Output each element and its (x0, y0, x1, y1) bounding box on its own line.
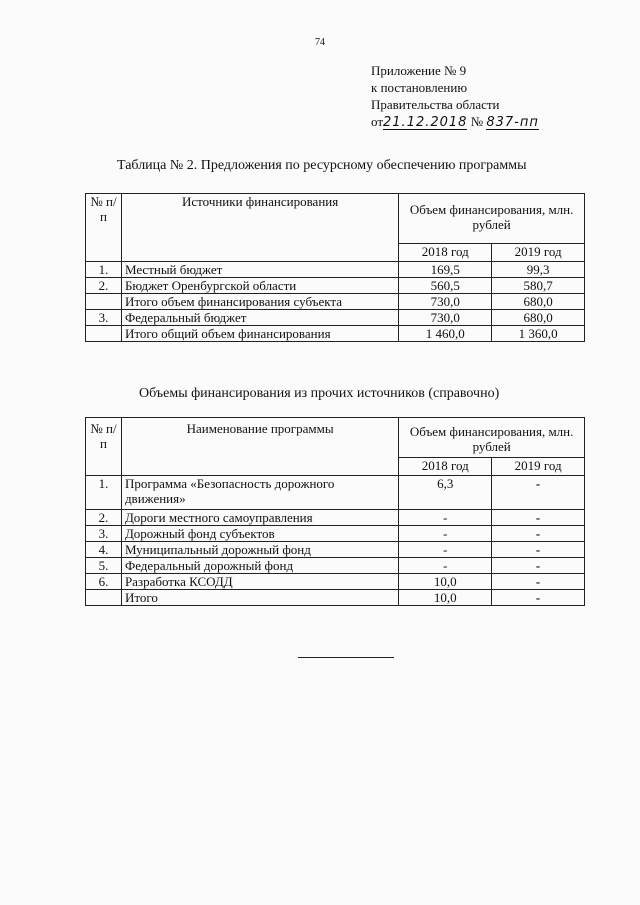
row-name: Программа «Безопасность дорожного движения» (121, 476, 398, 510)
table-row (86, 326, 585, 342)
row-num: 6. (86, 574, 122, 590)
handwritten-date: 21.12.2018 (383, 115, 468, 130)
row-2019: - (492, 526, 585, 542)
row-name: Итого (121, 590, 398, 606)
header-num: № п/п (86, 194, 122, 262)
row-2019: - (492, 574, 585, 590)
other-sources-table (85, 417, 585, 606)
row-name: Итого объем финансирования субъекта (121, 294, 398, 310)
table1-title: Таблица № 2. Предложения по ресурсному обеспечению программы (117, 158, 527, 173)
row-2018: - (399, 510, 492, 526)
row-2019: - (492, 558, 585, 574)
row-2018: 10,0 (399, 590, 492, 606)
row-num (86, 326, 122, 342)
table2-title: Объемы финансирования из прочих источников (справочно) (139, 386, 500, 401)
row-num (86, 590, 122, 606)
table-row (86, 574, 585, 590)
header-year-2019: 2019 год (492, 458, 585, 476)
handwritten-number: 837-пп (486, 115, 539, 130)
table-row (86, 278, 585, 294)
table-row (86, 262, 585, 278)
table-row (86, 476, 585, 510)
header-year-2019: 2019 год (492, 244, 585, 262)
row-2019: - (492, 510, 585, 526)
row-name: Разработка КСОДД (121, 574, 398, 590)
appendix-line-1: Приложение № 9 (371, 63, 467, 78)
header-source: Источники финансирования (121, 194, 398, 262)
row-num: 4. (86, 542, 122, 558)
row-name: Местный бюджет (121, 262, 398, 278)
row-num (86, 294, 122, 310)
row-2019: 680,0 (492, 310, 585, 326)
table-row (86, 526, 585, 542)
resource-table (85, 193, 585, 342)
header-volume: Объем финансирования, млн. рублей (399, 418, 585, 458)
table-row (86, 294, 585, 310)
row-2018: 1 460,0 (399, 326, 492, 342)
row-2018: 560,5 (399, 278, 492, 294)
row-name: Муниципальный дорожный фонд (121, 542, 398, 558)
row-2018: 169,5 (399, 262, 492, 278)
row-2019: 580,7 (492, 278, 585, 294)
row-name: Дороги местного самоуправления (121, 510, 398, 526)
appendix-block (371, 62, 539, 130)
table-row (86, 590, 585, 606)
header-year-2018: 2018 год (399, 458, 492, 476)
row-num: 3. (86, 310, 122, 326)
row-num: 1. (86, 476, 122, 510)
header-volume: Объем финансирования, млн. рублей (399, 194, 585, 244)
row-2019: - (492, 542, 585, 558)
row-2018: 6,3 (399, 476, 492, 510)
row-2019: - (492, 476, 585, 510)
row-2019: - (492, 590, 585, 606)
row-num: 2. (86, 510, 122, 526)
row-2019: 99,3 (492, 262, 585, 278)
header-num: № п/п (86, 418, 122, 476)
row-2018: 730,0 (399, 310, 492, 326)
date-prefix: от (371, 114, 384, 129)
row-name: Федеральный дорожный фонд (121, 558, 398, 574)
row-num: 1. (86, 262, 122, 278)
page-number: 74 (315, 37, 325, 48)
row-name: Итого общий объем финансирования (121, 326, 398, 342)
row-2018: 10,0 (399, 574, 492, 590)
row-name: Дорожный фонд субъектов (121, 526, 398, 542)
table-row (86, 510, 585, 526)
appendix-date-line (371, 113, 539, 130)
row-name: Бюджет Оренбургской области (121, 278, 398, 294)
header-program: Наименование программы (121, 418, 398, 476)
table-row (86, 542, 585, 558)
row-num: 2. (86, 278, 122, 294)
row-2018: - (399, 542, 492, 558)
row-2018: - (399, 526, 492, 542)
number-sign: № (470, 114, 484, 129)
row-name: Федеральный бюджет (121, 310, 398, 326)
row-2019: 1 360,0 (492, 326, 585, 342)
table-row (86, 310, 585, 326)
table-row (86, 558, 585, 574)
row-2019: 680,0 (492, 294, 585, 310)
appendix-line-3: Правительства области (371, 97, 500, 112)
row-num: 5. (86, 558, 122, 574)
appendix-line-2: к постановлению (371, 80, 468, 95)
row-num: 3. (86, 526, 122, 542)
row-2018: - (399, 558, 492, 574)
end-divider (298, 657, 394, 658)
row-2018: 730,0 (399, 294, 492, 310)
header-year-2018: 2018 год (399, 244, 492, 262)
